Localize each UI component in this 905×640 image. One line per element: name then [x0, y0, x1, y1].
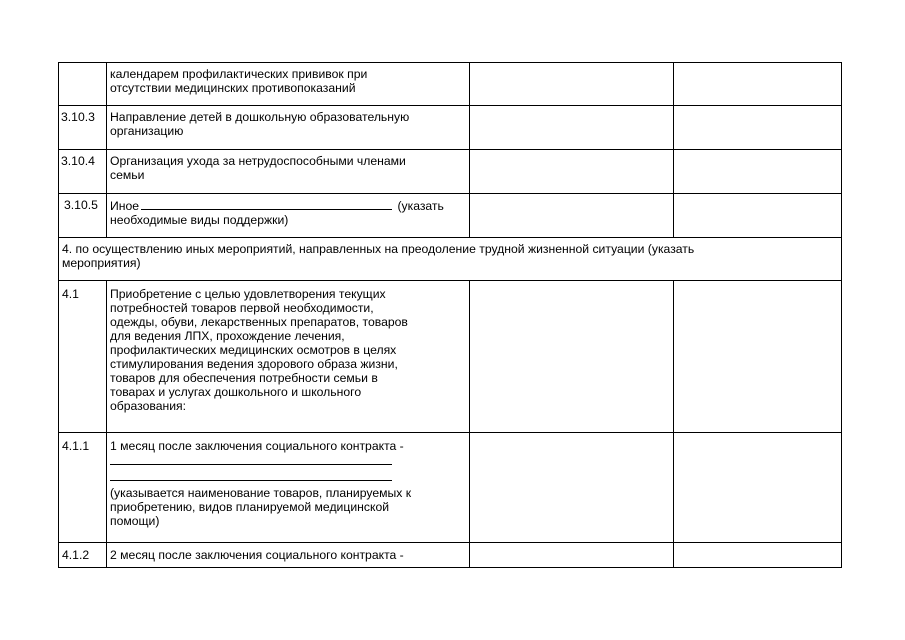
row-number-cell: [59, 63, 107, 106]
row-number-cell: 4.1.1: [59, 433, 107, 543]
empty-cell: [674, 281, 842, 433]
row-text-line: потребностей товаров первой необходимости,: [110, 301, 374, 315]
empty-cell: [470, 281, 674, 433]
row-text-line: товаров для обеспечения потребности семьи в: [110, 371, 378, 385]
row-text-line: Направление детей в дошкольную образовательную: [110, 110, 410, 124]
document-table: [58, 62, 842, 568]
empty-cell: [470, 543, 674, 568]
empty-cell: [674, 543, 842, 568]
row-text-line: 1 месяц после заключения социального контракта -: [110, 439, 404, 453]
row-text-line: одежды, обуви, лекарственных препаратов, товаров: [110, 315, 408, 329]
row-text-line: необходимые виды поддержки): [110, 213, 289, 227]
empty-cell: [674, 106, 842, 150]
empty-cell: [470, 433, 674, 543]
row-number-cell: 4.1: [59, 281, 107, 433]
fill-in-line: [110, 454, 392, 465]
row-number-cell: 3.10.3: [59, 106, 107, 150]
row-text-line: образования:: [110, 399, 187, 413]
row-number-cell: 4.1.2: [59, 543, 107, 568]
empty-cell: [674, 433, 842, 543]
row-text-line: семьи: [110, 168, 145, 182]
specify-label: (указать: [397, 199, 444, 213]
table-row: [59, 281, 842, 433]
table-row: [59, 150, 842, 194]
row-text-cell: [107, 106, 470, 150]
row-text-line: отсутствии медицинских противопоказаний: [110, 81, 356, 95]
row-text-line: Организация ухода за нетрудоспособными членами: [110, 154, 406, 168]
table-row: [59, 63, 842, 106]
empty-cell: [674, 150, 842, 194]
fill-in-blank: [141, 198, 392, 210]
row-text-cell: [107, 194, 470, 238]
empty-cell: [470, 150, 674, 194]
row-text-line: (указывается наименование товаров, планируемых к: [110, 486, 412, 500]
row-text-line: товарах и услугах дошкольного и школьного: [110, 385, 362, 399]
empty-cell: [470, 194, 674, 238]
row-text-line: организацию: [110, 124, 184, 138]
table-row: [59, 433, 842, 543]
row-text-cell: [107, 543, 470, 568]
row-text-line: помощи): [110, 514, 160, 528]
row-number-cell: 3.10.5: [59, 194, 107, 238]
table-row: [59, 194, 842, 238]
table-row: [59, 106, 842, 150]
other-label: Иное: [110, 199, 140, 213]
section-header-row: [59, 238, 842, 281]
row-text-line: профилактических медицинских осмотров в целях: [110, 343, 397, 357]
empty-cell: [470, 63, 674, 106]
empty-cell: [674, 194, 842, 238]
row-text-line: календарем профилактических прививок при: [110, 67, 368, 81]
empty-cell: [470, 106, 674, 150]
row-number-cell: 3.10.4: [59, 150, 107, 194]
row-text-line: для ведения ЛПХ, прохождение лечения,: [110, 329, 345, 343]
empty-cell: [674, 63, 842, 106]
section-header-line: мероприятия): [62, 256, 141, 270]
row-text-cell: [107, 433, 470, 543]
table-row: [59, 543, 842, 568]
row-text-line: приобретению, видов планируемой медицинской: [110, 500, 390, 514]
row-text-line: 2 месяц после заключения социального контракта -: [110, 548, 404, 562]
section-header-cell: [59, 238, 842, 281]
row-text-cell: [107, 281, 470, 433]
fill-in-line: [110, 470, 392, 481]
row-text-line: Приобретение с целью удовлетворения текущих: [110, 287, 386, 301]
row-text-cell: [107, 63, 470, 106]
section-header-line: 4. по осуществлению иных мероприятий, направленных на преодоление трудной жизненной ситуации (указать: [62, 242, 695, 256]
row-text-line: [110, 198, 467, 213]
row-text-cell: [107, 150, 470, 194]
row-text-line: стимулирования ведения здорового образа жизни,: [110, 357, 398, 371]
